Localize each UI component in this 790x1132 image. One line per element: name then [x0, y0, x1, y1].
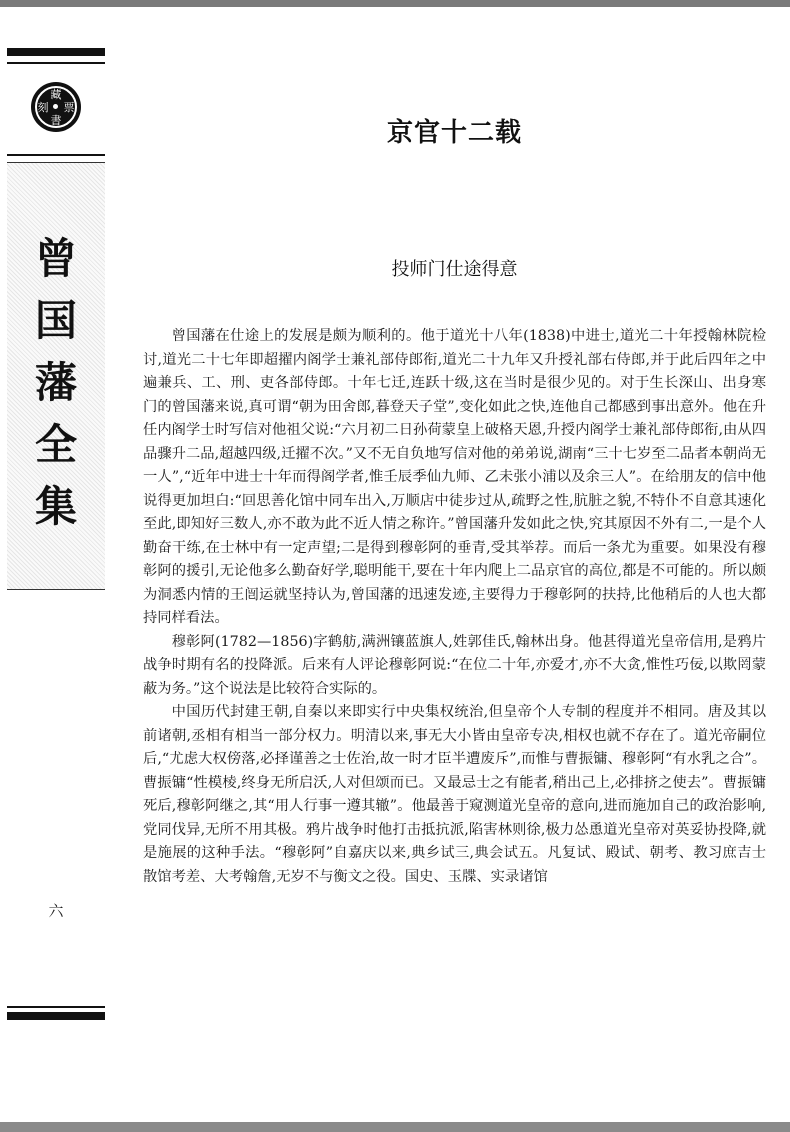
book-title-char: 国 [34, 296, 77, 345]
paragraph: 穆彰阿(1782—1856)字鹤舫,满洲镶蓝旗人,姓郭佳氏,翰林出身。他甚得道光皇帝信用,是鸦片战争时期有名的投降派。后来有人评论穆彰阿说:“在位二十年,亦爱才,亦不大贪,惟性巧佞,以欺罔蒙蔽为务。”这个说法是比较符合实际的。 [143, 633, 766, 697]
section-title: 投师门仕途得意 [391, 259, 518, 280]
top-edge-bar [0, 0, 790, 7]
book-title-char: 集 [34, 482, 77, 531]
bottom-edge-bar [0, 1122, 790, 1132]
seal-char-left: 刻 [37, 100, 49, 114]
book-title-char: 藩 [34, 358, 77, 407]
left-sidebar [0, 0, 105, 1132]
seal-char-right: 票 [63, 100, 75, 114]
seal-center-dot [53, 104, 58, 109]
book-title-vertical [7, 228, 105, 538]
paragraph: 中国历代封建王朝,自秦以来即实行中央集权统治,但皇帝个人专制的程度并不相同。唐及其以前诸朝,丞相有相当一部分权力。明清以来,事无大小皆由皇帝专决,相权也就不存在了。道光帝嗣位后,“尤虑大权傍落,必择谨善之士佐治,故一时才臣半遭废斥”,而惟与曹振镛、穆彰阿“有水乳之合”。曹振镛“性模棱,终身无所启沃,人对但颂而已。又最忌士之有能者,稍出己上,必排挤之使去”。曹振镛死后,穆彰阿继之,其“用人行事一遵其辙”。他最善于窥测道光皇帝的意向,进而施加自己的政治影响,党同伐异,无所不用其极。鸦片战争时他打击抵抗派,陷害林则徐,极力怂恿道光皇帝对英妥协投降,就是施展的这种手法。“穆彰阿”自嘉庆以来,典乡试三,典会试五。凡复试、殿试、朝考、教习庶吉士散馆考差、大考翰詹,无岁不与衡文之役。国史、玉牒、实录诸馆 [143, 704, 766, 885]
page-number: 六 [48, 902, 64, 920]
book-title-char: 全 [34, 420, 77, 469]
sidebar-top-rule-thick [7, 48, 105, 56]
chapter-title: 京官十二载 [386, 118, 522, 148]
sidebar-bottom-rule-thick [7, 1012, 105, 1020]
seal-emblem [31, 82, 81, 132]
sidebar-bottom-rule-thin [7, 1006, 105, 1008]
paragraph: 曾国藩在仕途上的发展是颇为顺利的。他于道光十八年(1838)中进士,道光二十年授翰林院检讨,道光二十七年即超擢内阁学士兼礼部侍郎衔,道光二十九年又升授礼部右侍郎,并于此后四年之中遍兼兵、工、刑、吏各部侍郎。十年七迁,连跃十级,这在当时是很少见的。对于生长深山、出身寒门的曾国藩来说,真可谓“朝为田舍郎,暮登天子堂”,变化如此之快,连他自己都感到事出意外。他在升任内阁学士时写信对他祖父说:“六月初二日孙荷蒙皇上破格天恩,升授内阁学士兼礼部侍郎衔,由从四品骤升二品,超越四级,迁擢不次。”又不无自负地写信对他的弟弟说,湖南“三十七岁至二品者本朝尚无一人”,“近年中进士十年而得阁学者,惟壬辰季仙九师、乙未张小浦以及余三人”。在给朋友的信中他说得更加坦白:“回思善化馆中同车出入,万顺店中徒步过从,疏野之性,肮脏之貌,不特仆不自意其速化至此,即知好三数人,亦不敢为此不近人情之称许。”曾国藩升发如此之快,究其原因不外有二,一是个人勤奋干练,在士林中有一定声望;二是得到穆彰阿的垂青,受其举荐。而后一条尤为重要。如果没有穆彰阿的援引,无论他多么勤奋好学,聪明能干,要在十年内爬上二品京官的高位,都是不可能的。所以颇为洞悉内情的王闿运就坚持认为,曾国藩的迅速发迹,主要得力于穆彰阿的扶持,比他稍后的人也大都持同样看法。 [143, 328, 766, 626]
sidebar-top-rule-thin [7, 62, 105, 64]
seal-char-top: 藏 [50, 87, 62, 101]
book-title-char: 曾 [34, 234, 77, 283]
body-text [143, 325, 766, 889]
seal-char-bottom: 書 [50, 113, 62, 127]
sidebar-mid-rule [7, 154, 105, 156]
